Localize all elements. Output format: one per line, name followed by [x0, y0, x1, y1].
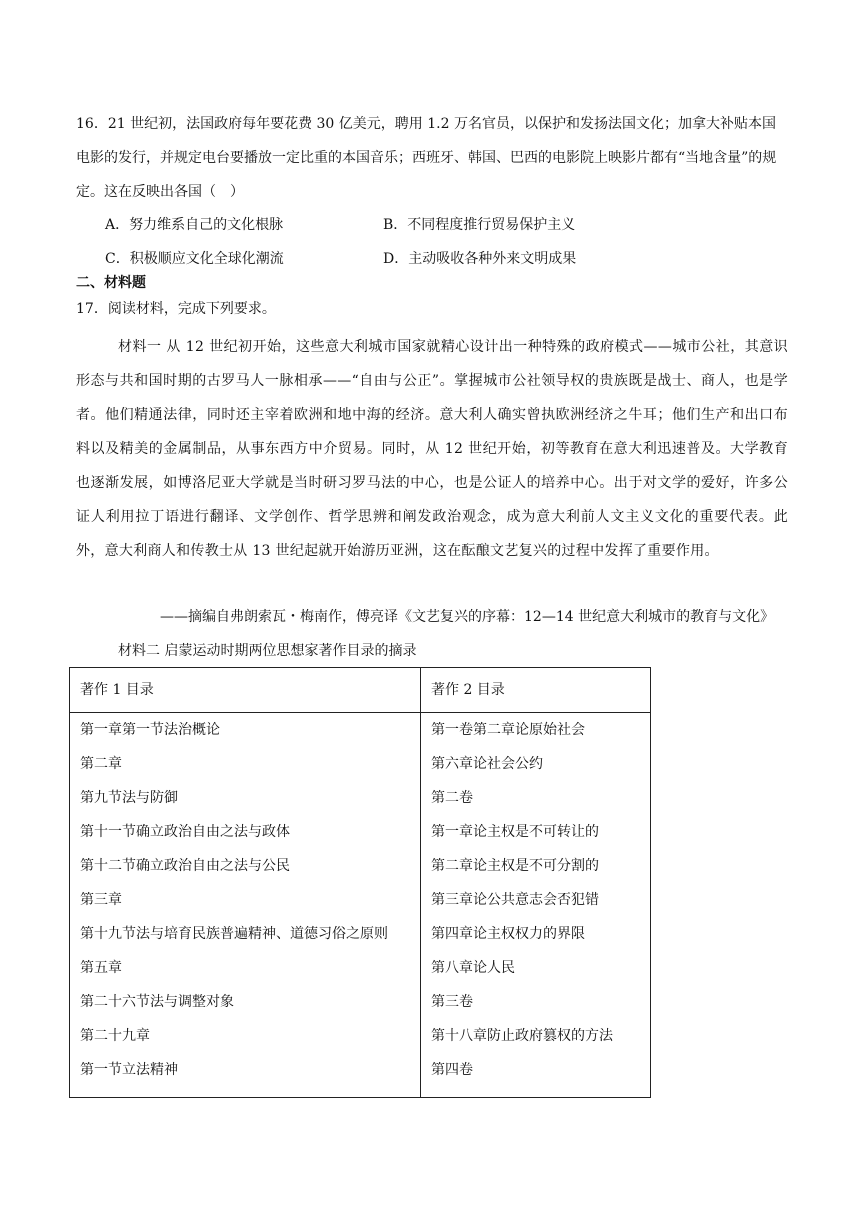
material-2-title: 材料二 启蒙运动时期两位思想家著作目录的摘录 [118, 643, 417, 659]
work-2-contents [421, 713, 651, 1098]
work-2-entry: 第三卷 [431, 994, 473, 1010]
work-2-entry: 第二章论主权是不可分割的 [431, 858, 599, 874]
work-2-entry: 第四章论主权权力的界限 [431, 926, 585, 942]
table-header-work-1: 著作 1 目录 [70, 668, 421, 713]
work-2-entry: 第四卷 [431, 1062, 473, 1078]
table-header-work-2: 著作 2 目录 [421, 668, 651, 713]
work-2-entry: 第二卷 [431, 790, 473, 806]
work-1-entry: 第二十六节法与调整对象 [80, 994, 234, 1010]
work-1-entry: 第五章 [80, 960, 122, 976]
work-1-entry: 第二章 [80, 756, 122, 772]
table-body-row [70, 713, 651, 1098]
section-title: 二、材料题 [76, 275, 146, 291]
work-2-entry: 第三章论公共意志会否犯错 [431, 892, 599, 908]
work-1-entry: 第十一节确立政治自由之法与政体 [80, 824, 290, 840]
table-header-row [70, 668, 651, 713]
work-2-entry: 第十八章防止政府篡权的方法 [431, 1028, 613, 1044]
choice-d[interactable]: D．主动吸收各种外来文明成果 [383, 251, 577, 267]
work-1-entry: 第三章 [80, 892, 122, 908]
choice-a[interactable]: A．努力维系自己的文化根脉 [105, 217, 284, 233]
material-1-source: ——摘编自弗朗索瓦・梅南作，傅亮译《文艺复兴的序幕：12—14 世纪意大利城市的教育与文化》 [160, 609, 775, 625]
work-1-entry: 第十九节法与培育民族普遍精神、道德习俗之原则 [80, 926, 388, 942]
work-1-entry: 第一节立法精神 [80, 1062, 178, 1078]
material-1: 材料一 从 12 世纪初开始，这些意大利城市国家就精心设计出一种特殊的政府模式——城市公社，其意识形态与共和国时期的古罗马人一脉相承——“自由与公正”。掌握城市公社领导权的贵族既是战士、商人，也是学者。他们精通法律，同时还主宰着欧洲和地中海的经济。意大利人确实曾执欧洲经济之牛耳；他们生产和出口布料以及精美的金属制品，从事东西方中介贸易。同时，从 12 世纪开始，初等教育在意大利迅速普及。大学教育也逐渐发展，如博洛尼亚大学就是当时研习罗马法的中心，也是公证人的培养中心。出于对文学的爱好，许多公证人利用拉丁语进行翻译、文学创作、哲学思辨和阐发政治观念，成为意大利前人文主义文化的重要代表。此外，意大利商人和传教士从 13 世纪起就开始游历亚洲，这在酝酿文艺复兴的过程中发挥了重要作用。 [76, 339, 788, 559]
question-16-stem: 16．21 世纪初，法国政府每年要花费 30 亿美元，聘用 1.2 万名官员，以保护和发扬法国文化；加拿大补贴本国电影的发行，并规定电台要播放一定比重的本国音乐；西班牙、韩国、巴西的电影院上映影片都有“当地含量”的规定。这在反映出各国（ ） [76, 116, 777, 200]
work-1-entry: 第二十九章 [80, 1028, 150, 1044]
question-16-choices [105, 208, 755, 276]
work-2-entry: 第一卷第二章论原始社会 [431, 722, 585, 738]
work-1-entry: 第九节法与防御 [80, 790, 178, 806]
work-1-contents [70, 713, 421, 1098]
choice-c[interactable]: C．积极顺应文化全球化潮流 [105, 251, 284, 267]
question-17-prompt: 17．阅读材料，完成下列要求。 [76, 301, 276, 317]
contents-table [69, 667, 651, 1098]
work-1-entry: 第一章第一节法治概论 [80, 722, 220, 738]
work-2-entry: 第六章论社会公约 [431, 756, 543, 772]
work-1-entry: 第十二节确立政治自由之法与公民 [80, 858, 290, 874]
work-2-entry: 第八章论人民 [431, 960, 515, 976]
choice-b[interactable]: B．不同程度推行贸易保护主义 [383, 217, 576, 233]
work-2-entry: 第一章论主权是不可转让的 [431, 824, 599, 840]
